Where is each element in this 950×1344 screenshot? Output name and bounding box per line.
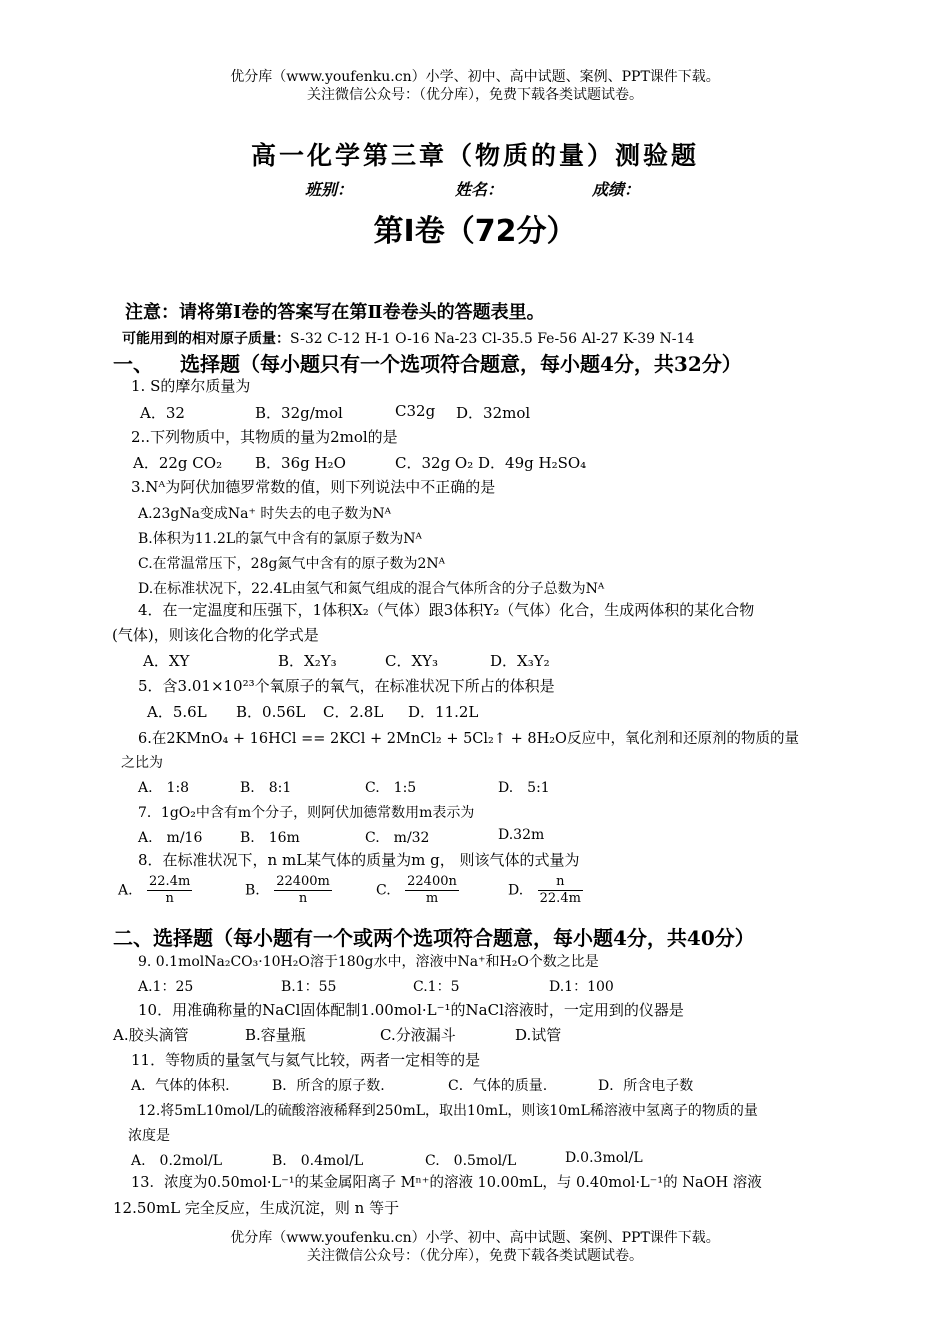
q4-option-c: C．XY₃ <box>385 652 439 670</box>
q1-option-d: D．32mol <box>456 404 531 422</box>
section-2-title: 二、选择题（每小题有一个或两个选项符合题意，每小题4分，共40分） <box>113 926 755 950</box>
q3-option-a: A.23gNa变成Na⁺ 时失去的电子数为Nᴬ <box>138 506 391 522</box>
q8-option-a-label: A. <box>118 882 133 899</box>
q4-option-d: D．X₃Y₂ <box>490 652 550 670</box>
q9-option-d: D.1：100 <box>549 979 614 995</box>
q8-option-c <box>376 874 459 907</box>
atomic-mass-values: S-32 C-12 H-1 O-16 Na-23 Cl-35.5 Fe-56 Al-27 K-39 N-14 <box>290 331 695 347</box>
footer-line-2: 关注微信公众号：（优分库），免费下载各类试题试卷。 <box>307 1248 643 1264</box>
q7-option-a: A. m/16 <box>138 830 203 846</box>
q12-option-d: D.0.3mol/L <box>565 1150 643 1166</box>
q12-stem-line2: 浓度是 <box>128 1128 170 1144</box>
q5-stem: 5．含3.01×10²³个氧原子的氧气，在标准状况下所占的体积是 <box>138 677 555 695</box>
name-label: 姓名： <box>455 180 504 199</box>
q11-stem: 11．等物质的量氢气与氦气比较，两者一定相等的是 <box>131 1051 481 1069</box>
q6-option-d: D. 5:1 <box>498 780 550 796</box>
q11-option-d: D．所含电子数 <box>598 1078 694 1094</box>
q10-option-d: D.试管 <box>515 1026 562 1044</box>
q8-option-b-fraction <box>274 874 332 907</box>
q8-option-b-numerator: 22400m <box>276 874 330 889</box>
q9-option-b: B.1：55 <box>281 979 337 995</box>
q6-option-a: A. 1:8 <box>138 780 190 796</box>
q8-option-d-denominator: 22.4m <box>539 891 581 906</box>
q6-stem-line1: 6.在2KMnO₄ + 16HCl == 2KCl + 2MnCl₂ + 5Cl₂↑ + 8H₂O反应中，氧化剂和还原剂的物质的量 <box>138 731 799 747</box>
footer-line-1: 优分库（www.youfenku.cn）小学、初中、高中试题、案例、PPT课件下载。 <box>230 1230 720 1246</box>
notice: 注意：请将第Ⅰ卷的答案写在第Ⅱ卷卷头的答题表里。 <box>125 302 545 323</box>
q7-option-c: C. m/32 <box>365 830 430 846</box>
q12-option-a: A. 0.2mol/L <box>131 1153 223 1169</box>
q1-option-b: B．32g/mol <box>255 404 343 422</box>
q7-option-d: D.32m <box>498 827 545 843</box>
q9-option-a: A.1：25 <box>138 979 194 995</box>
q1-stem: 1. S的摩尔质量为 <box>131 377 251 395</box>
section-1-title: 选择题（每小题只有一个选项符合题意，每小题4分，共32分） <box>180 352 742 376</box>
q4-option-a: A．XY <box>143 652 190 670</box>
q13-stem-line2: 12.50mL 完全反应，生成沉淀，则 n 等于 <box>113 1199 400 1217</box>
q8-option-a <box>118 874 192 907</box>
q12-option-c: C. 0.5mol/L <box>425 1153 517 1169</box>
atomic-mass-line <box>122 328 694 348</box>
q8-stem: 8．在标准状况下，n mL某气体的质量为m g， 则该气体的式量为 <box>138 851 580 869</box>
q13-stem-line1: 13．浓度为0.50mol·L⁻¹的某金属阳离子 Mⁿ⁺的溶液 10.00mL，与 0.40mol·L⁻¹的 NaOH 溶液 <box>131 1175 762 1191</box>
q8-option-c-fraction <box>405 874 459 907</box>
q2-option-b: B．36g H₂O <box>255 454 346 472</box>
q10-option-c: C.分液漏斗 <box>380 1026 456 1044</box>
q10-stem: 10．用准确称量的NaCl固体配制1.00mol·L⁻¹的NaCl溶液时，一定用到的仪器是 <box>138 1001 684 1019</box>
q3-stem: 3.Nᴬ为阿伏加德罗常数的值，则下列说法中不正确的是 <box>131 478 496 496</box>
q8-option-d-label: D. <box>508 882 524 899</box>
q3-option-d: D.在标准状况下，22.4L由氢气和氮气组成的混合气体所含的分子总数为Nᴬ <box>138 581 605 597</box>
q8-option-c-label: C. <box>376 882 391 899</box>
q5-option-a: A．5.6L <box>147 703 207 721</box>
q8-option-b <box>245 874 332 907</box>
section-1-number: 一、 <box>113 352 153 376</box>
q8-option-a-denominator: n <box>165 891 174 906</box>
q11-option-b: B．所含的原子数. <box>272 1078 385 1094</box>
q4-stem-line1: 4．在一定温度和压强下，1体积X₂（气体）跟3体积Y₂（气体）化合，生成两体积的某化合物 <box>138 601 755 619</box>
q12-option-b: B. 0.4mol/L <box>272 1153 364 1169</box>
q10-option-a: A.胶头滴管 <box>113 1026 189 1044</box>
q8-option-d-numerator: n <box>538 874 583 891</box>
q8-option-c-numerator: 22400n <box>407 874 457 889</box>
q4-option-b: B．X₂Y₃ <box>278 652 337 670</box>
page-title: 高一化学第三章（物质的量）测验题 <box>250 141 699 170</box>
q3-option-b: B.体积为11.2L的氯气中含有的氯原子数为Nᴬ <box>138 531 422 547</box>
q8-option-a-numerator: 22.4m <box>149 874 191 889</box>
header-line-1: 优分库（www.youfenku.cn）小学、初中、高中试题、案例、PPT课件下载。 <box>230 69 720 85</box>
q8-option-b-denominator: n <box>298 891 308 906</box>
q6-option-c: C. 1:5 <box>365 780 417 796</box>
q7-stem: 7．1gO₂中含有m个分子，则阿伏加德常数用m表示为 <box>138 805 475 821</box>
q2-option-c: C．32g O₂ <box>395 454 474 472</box>
q2-stem: 2..下列物质中，其物质的量为2mol的是 <box>131 428 398 446</box>
class-label: 班别： <box>305 180 354 199</box>
part-title: 第Ⅰ卷（72分） <box>373 214 577 249</box>
q8-option-b-label: B. <box>245 882 260 899</box>
q2-option-a: A．22g CO₂ <box>133 454 223 472</box>
q10-option-b: B.容量瓶 <box>245 1026 306 1044</box>
q8-option-a-fraction <box>147 874 192 907</box>
atomic-mass-label: 可能用到的相对原子质量： <box>122 331 290 347</box>
q8-option-d-fraction <box>538 874 583 907</box>
q5-option-c: C．2.8L <box>323 703 384 721</box>
q6-option-b: B. 8:1 <box>240 780 292 796</box>
q4-stem-line2: (气体)，则该化合物的化学式是 <box>112 626 319 644</box>
q11-option-a: A．气体的体积. <box>131 1078 230 1094</box>
q5-option-b: B．0.56L <box>236 703 306 721</box>
q1-option-c: C32g <box>395 402 436 420</box>
q9-stem: 9. 0.1molNa₂CO₃·10H₂O溶于180g水中，溶液中Na⁺和H₂O个数之比是 <box>138 954 599 970</box>
q8-option-c-denominator: m <box>425 891 439 906</box>
q6-stem-line2: 之比为 <box>121 755 163 771</box>
q1-option-a: A．32 <box>140 404 185 422</box>
q9-option-c: C.1：5 <box>413 979 460 995</box>
q12-stem-line1: 12.将5mL10mol/L的硫酸溶液稀释到250mL，取出10mL，则该10mL稀溶液中氢离子的物质的量 <box>138 1103 758 1119</box>
q3-option-c: C.在常温常压下，28g氮气中含有的原子数为2Nᴬ <box>138 556 445 572</box>
q2-option-d: D．49g H₂SO₄ <box>478 454 587 472</box>
q5-option-d: D．11.2L <box>408 703 479 721</box>
header-line-2: 关注微信公众号：（优分库），免费下载各类试题试卷。 <box>307 87 643 103</box>
q7-option-b: B. 16m <box>240 830 300 846</box>
q8-option-d <box>508 874 583 907</box>
score-label: 成绩： <box>592 180 641 199</box>
q11-option-c: C．气体的质量. <box>448 1078 548 1094</box>
